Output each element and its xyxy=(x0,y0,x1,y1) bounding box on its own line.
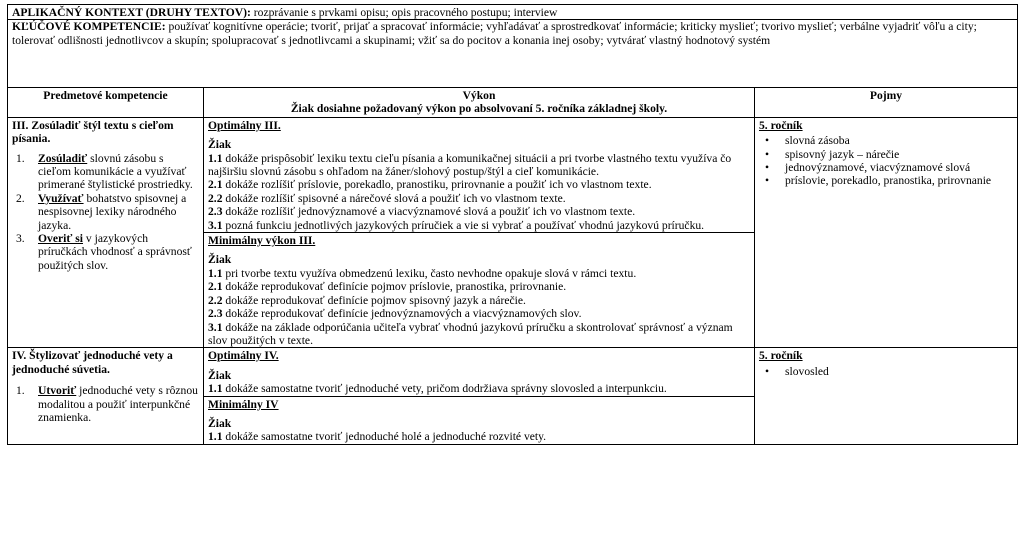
ziak-label: Žiak xyxy=(208,253,232,267)
vykon-item: 3.1 pozná funkciu jednotlivých jazykových príručiek a vie si vybrať a používať vhodnú jazykovú príručku. xyxy=(208,218,705,232)
kompetencie-cell xyxy=(8,348,204,444)
vykon-item: 1.1 dokáže samostatne tvoriť jednoduché vety, pričom dodržiava správny slovosled a interpunkciu. xyxy=(208,382,667,396)
kompetencie-list xyxy=(12,384,199,424)
col-header-vykon-title: Výkon xyxy=(462,89,496,102)
header-row xyxy=(8,5,1018,88)
list-item: • slovná zásoba xyxy=(785,134,1013,147)
section-row xyxy=(8,348,1018,444)
vykon-item: 1.1 dokáže samostatne tvoriť jednoduché holé a jednoduché rozvité vety. xyxy=(208,430,547,444)
vykon-cell xyxy=(204,348,755,444)
kompetencie-label: KĽÚČOVÉ KOMPETENCIE: xyxy=(12,20,166,34)
col-header-vykon xyxy=(204,88,755,118)
pojmy-list xyxy=(759,134,1013,188)
vykon-item: 1.1 dokáže prispôsobiť lexiku textu cieľu písania a komunikačnej situácii a pri tvorbe vlastného textu využíva čo najširšiu slovnú zásobu s ohľadom na žáner/slohový postup/štýl a cieľ komunikácie. xyxy=(208,151,732,179)
kompetencie-line xyxy=(8,19,1017,47)
pojmy-cell xyxy=(755,348,1018,444)
vykon-item: 2.1 dokáže rozlíšiť príslovie, porekadlo, pranostiku, prirovnanie a použiť ich vo vlastnom texte. xyxy=(208,178,652,192)
col-header-kompetencie: Predmetové kompetencie xyxy=(8,88,204,118)
minimal-block xyxy=(204,396,754,444)
vykon-item: 2.3 dokáže reprodukovať definície jednovýznamových a viacvýznamových slov. xyxy=(208,307,582,321)
section-title: III. Zosúladiť štýl textu s cieľom písania. xyxy=(12,118,174,146)
ziak-label: Žiak xyxy=(208,138,232,152)
vykon-item: 2.3 dokáže rozlíšiť jednovýznamové a viacvýznamové slová a použiť ich vo vlastnom texte. xyxy=(208,205,636,219)
list-item: 3. Overiť si v jazykových príručkách vhodnosť a správnosť použitých slov. xyxy=(16,232,192,272)
list-item: • jednovýznamové, viacvýznamové slová xyxy=(785,161,1013,174)
vykon-item: 2.2 dokáže rozlíšiť spisovné a nárečové slová a použiť ich vo vlastnom texte. xyxy=(208,191,566,205)
list-item: • príslovie, porekadlo, pranostika, prirovnanie xyxy=(785,174,1013,187)
vykon-item: 2.2 dokáže reprodukovať definície pojmov spisovný jazyk a nárečie. xyxy=(208,293,526,307)
section-title: IV. Štylizovať jednoduché vety a jednoduché súvetia. xyxy=(12,349,173,376)
kompetencie-cell xyxy=(8,117,204,348)
vykon-item: 1.1 pri tvorbe textu využíva obmedzenú lexiku, často nevhodne opakuje slová v rámci textu. xyxy=(208,266,637,280)
column-header-row xyxy=(8,88,1018,118)
pojmy-cell xyxy=(755,117,1018,348)
kontext-label: APLIKAČNÝ KONTEXT (DRUHY TEXTOV): xyxy=(12,6,251,19)
ziak-label: Žiak xyxy=(208,416,232,430)
pojmy-title: 5. ročník xyxy=(759,349,803,363)
minimal-block xyxy=(204,232,754,347)
vykon-cell xyxy=(204,117,755,348)
col-header-pojmy: Pojmy xyxy=(755,88,1018,118)
header-cell xyxy=(8,5,1018,88)
vykon-item: 3.1 dokáže na základe odporúčania učiteľa vybrať vhodnú jazykovú príručku a skontrolovať správnosť a význam slov použitých v texte. xyxy=(208,320,733,347)
section-row xyxy=(8,117,1018,348)
vykon-item: 2.1 dokáže reprodukovať definície pojmov príslovie, pranostika, prirovnanie. xyxy=(208,280,567,294)
list-item: • slovosled xyxy=(785,365,1013,378)
kompetencie-text: používať kognitívne operácie; tvoriť, prijať a spracovať informácie; vyhľadávať a sprostredkovať informácie; kriticky myslieť; tvorivo myslieť; verbálne vyjadriť vôľu a city; tolerovať odlišnosti jednotlivcov a skupín; spolupracovať s jednotlivcami a skupinami; vžiť sa do pocitov a konania inej osoby; vytvárať vlastný hodnotový systém xyxy=(12,20,977,47)
kontext-line xyxy=(12,6,1013,19)
list-item: 1. Utvoriť jednoduché vety s rôznou modalitou a použiť interpunkčné znamienka. xyxy=(16,384,198,424)
ziak-label: Žiak xyxy=(208,368,232,382)
kontext-text: rozprávanie s prvkami opisu; opis pracovného postupu; interview xyxy=(250,6,558,19)
list-item: 2. Využívať bohatstvo spisovnej a nespisovnej lexiky národného jazyka. xyxy=(16,191,187,232)
list-item: • spisovný jazyk – nárečie xyxy=(785,148,1013,161)
curriculum-page xyxy=(7,4,1017,445)
minimal-title: Minimálny výkon III. xyxy=(208,234,316,248)
optimal-title: Optimálny III. xyxy=(208,118,281,132)
pojmy-list xyxy=(759,365,1013,378)
curriculum-table xyxy=(7,4,1018,445)
pojmy-title: 5. ročník xyxy=(759,118,803,132)
col-header-vykon-subtitle: Žiak dosiahne požadovaný výkon po absolvovaní 5. ročníka základnej školy. xyxy=(290,102,668,116)
optimal-title: Optimálny IV. xyxy=(208,349,279,363)
kompetencie-list xyxy=(12,152,199,273)
list-item: 1. Zosúladiť slovnú zásobu s cieľom komunikácie a využívať primerané štylistické prostriedky. xyxy=(16,151,193,192)
minimal-title: Minimálny IV xyxy=(208,397,279,411)
